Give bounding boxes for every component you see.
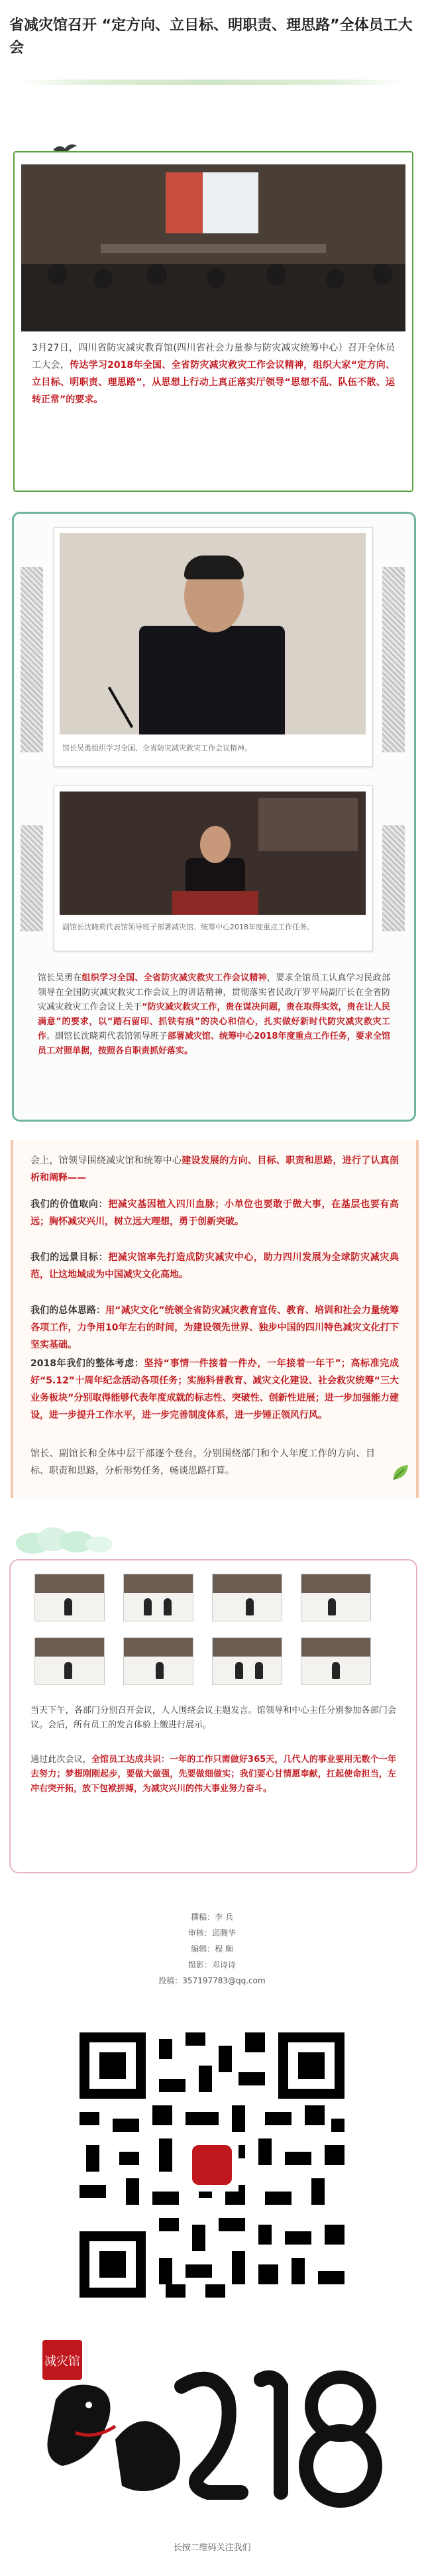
year-of-dog-2018-artwork [16, 2327, 408, 2526]
section-leadership-speeches [12, 512, 416, 1122]
cloud-icon [13, 1525, 146, 1555]
department-meetings-text: 当天下午，各部门分别召开会议，人人围绕会议主题发言。馆领导和中心主任分别参加各部门会议。会后，所有员工的发言体验上缴进行展示。 [30, 1706, 396, 1730]
deputy-speech-photo [60, 791, 366, 915]
dept-meeting-photo-3 [212, 1574, 282, 1621]
dept-meeting-photo-8 [301, 1637, 371, 1685]
deputy-caption: 副馆长沈晓莉代表馆领导班子部署减灾馆、统筹中心2018年度重点工作任务。 [62, 923, 314, 931]
dept-meeting-photo-7 [212, 1637, 282, 1685]
decor-pattern-right-1 [382, 567, 405, 752]
decor-pattern-right-2 [382, 825, 405, 931]
decor-pattern-left-2 [21, 825, 43, 931]
value-orientation: 我们的价值取向：把减灾基因植入四川血脉；小单位也要敢于做大事，在基层也要有高远；胸怀减灾兴川，树立远大理想，勇于创新突破。 [30, 1199, 399, 1227]
credit-reviewer: 审核：邱腾华 [187, 1928, 236, 1938]
direction-intro: 会上，馆领导围绕减灾馆和统筹中心建设发展的方向、目标、职责和思路，进行了认真剖析和阐释—— [30, 1155, 399, 1183]
meeting-hall-photo [21, 164, 405, 331]
meeting-summary-text: 3月27日，四川省防灾减灾教育馆(四川省社会力量参与防灾减灾统筹中心）召开全体员工大会，传达学习2018年全国、全省防灾减灾救灾工作会议精神，组织大家“定方向、立目标、明职责、理思路”，从思想上行动上真正落实厅领导“思想不乱、队伍不散、运转正常”的要求。 [32, 343, 395, 405]
credit-photographer: 摄影：邓诗诗 [187, 1960, 236, 1969]
director-speech-photo [60, 533, 366, 734]
photo-card-deputy [54, 786, 373, 951]
dept-meeting-photo-1 [34, 1574, 105, 1621]
dept-meeting-photo-6 [123, 1637, 193, 1685]
credit-writer: 撰稿：李 兵 [191, 1912, 233, 1922]
title-divider [20, 80, 404, 85]
leadership-summary-text: 馆长吴勇在组织学习全国、全省防灾减灾救灾工作会议精神，要求全馆员工认真学习民政部领导在全国防灾减灾救灾工作会议上的讲话精神，贯彻落实省民政厅罗平局副厅长在全省防灾减灾救灾工作会议上关于“防灾减灾救灾工作，贵在谋决问题，贵在取得实效，贵在让人民满意”的要求，以“踏石留印、抓铁有痕”的决心和信心，扎实做好新时代防灾减灾救灾工作。副馆长沈晓莉代表馆领导班子部署减灾馆、统筹中心2018年度重点工作任务，要求全馆员工对照单据，按照各自职责抓好落实。 [38, 973, 390, 1056]
dept-meeting-photo-2 [123, 1574, 193, 1621]
annual-plan: 2018年我们的整体考虑：坚持“事情一件接着一件办，一年接着一年干”；高标准完成好“5.12”十周年纪念活动各项任务；实施科普教育、减灾文化建设、社会救灾统筹“三大业务板块”分别取得能够代表年度成就的标志性、突破性、创新性进展；进一步加强能力建设，进一步提升工作水平，进一步完善制度体系，进一步锤正领风行风。 [30, 1358, 399, 1421]
svg-text:减灾馆: 减灾馆 [44, 2355, 80, 2368]
article-title: 省减灾馆召开 “定方向、立目标、明职责、理思路”全体员工大会 [9, 17, 413, 56]
emblem-seal-icon [42, 2340, 82, 2380]
dept-meeting-photo-4 [301, 1574, 371, 1621]
consensus-text: 通过此次会议，全馆员工达成共识：一年的工作只需做好365天，几代人的事业要用无数个一年去努力；梦想刚刚起步，要做大做强，先要做细做实；我们要心甘情愿奉献，扛起使命担当，左冲右突开拓，放下包袱拼搏，为减灾兴川的伟大事业努力奋斗。 [30, 1755, 396, 1794]
director-caption: 馆长吴勇组织学习全国、全省防灾减灾救灾工作会议精神。 [62, 744, 252, 752]
qr-code-icon[interactable] [73, 2026, 351, 2304]
qr-follow-note: 长按二维码关注我们 [173, 2543, 251, 2553]
overall-approach: 我们的总体思路：用“减灾文化”统领全省防灾减灾教育宣传、教育、培训和社会力量统筹各项工作，力争用10年左右的时间，为建设领先世界、独步中国的四川特色减灾文化打下坚实基础。 [30, 1305, 399, 1350]
section-direction-goals [11, 1140, 419, 1498]
credit-editor: 编辑：程 顺 [191, 1944, 233, 1954]
decor-pattern-left-1 [21, 567, 43, 752]
vision-goal: 我们的远景目标：把减灾馆率先打造成防灾减灾中心，助力四川发展为全球防灾减灾典范，让这地域成为中国减灾文化高地。 [30, 1252, 399, 1280]
closing-paragraph: 馆长、副馆长和全体中层干部逐个登台，分别围绕部门和个人年度工作的方向、目标、职责和思路，分析形势任务，畅谈思路打算。 [30, 1448, 375, 1476]
article-credits [0, 1909, 424, 1989]
dept-meeting-photo-5 [34, 1637, 105, 1685]
section-department-meetings [9, 1559, 417, 1873]
credit-submission-email: 投稿：357197783@qq.com [158, 1976, 266, 1985]
leaf-icon [391, 1462, 411, 1482]
photo-card-director [54, 527, 373, 767]
section-meeting-overview [13, 151, 413, 492]
